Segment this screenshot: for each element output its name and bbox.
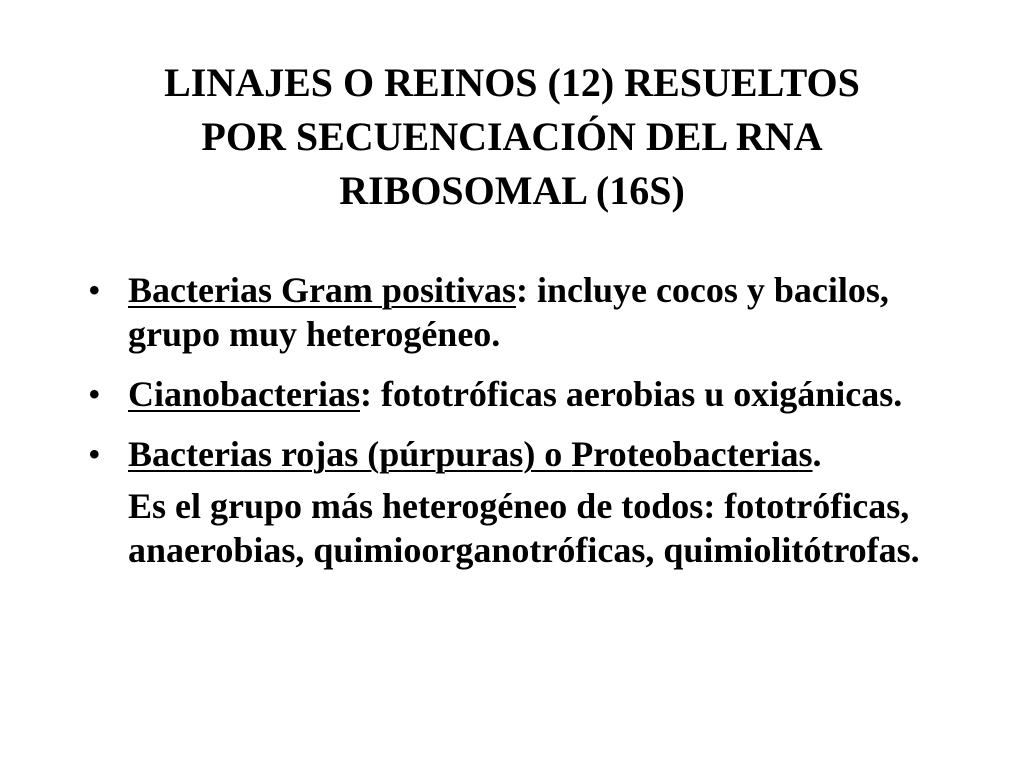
bullet-list: [80, 268, 960, 572]
description-paragraph: Es el grupo más heterogéneo de todos: fototróficas, anaerobias, quimioorganotróficas, quimiolitótrofas.: [128, 486, 920, 570]
bullet-icon: •: [88, 270, 101, 310]
bullet-term: Cianobacterias: [128, 374, 360, 414]
title-line-2: POR SECUENCIACIÓN DEL RNA: [201, 114, 823, 159]
bullet-icon: •: [88, 434, 101, 474]
bullet-term: Bacterias rojas (púrpuras) o Proteobacterias: [128, 434, 813, 474]
bullet-item-proteobacteria: [80, 432, 960, 476]
title-line-3: RIBOSOMAL (16S): [339, 168, 685, 213]
title-line-1: LINAJES O REINOS (12) RESUELTOS: [164, 60, 860, 105]
bullet-icon: •: [88, 374, 101, 414]
bullet-term: Bacterias Gram positivas: [128, 270, 516, 310]
bullet-item-gram-positive: [80, 268, 960, 356]
slide-title: [60, 56, 964, 218]
bullet-text: : fototróficas aerobias u oxigánicas.: [359, 374, 903, 414]
bullet-text: .: [812, 434, 822, 474]
bullet-text: : incluye cocos y bacilos, grupo muy heterogéneo.: [128, 270, 889, 354]
bullet-item-cyanobacteria: [80, 372, 960, 416]
